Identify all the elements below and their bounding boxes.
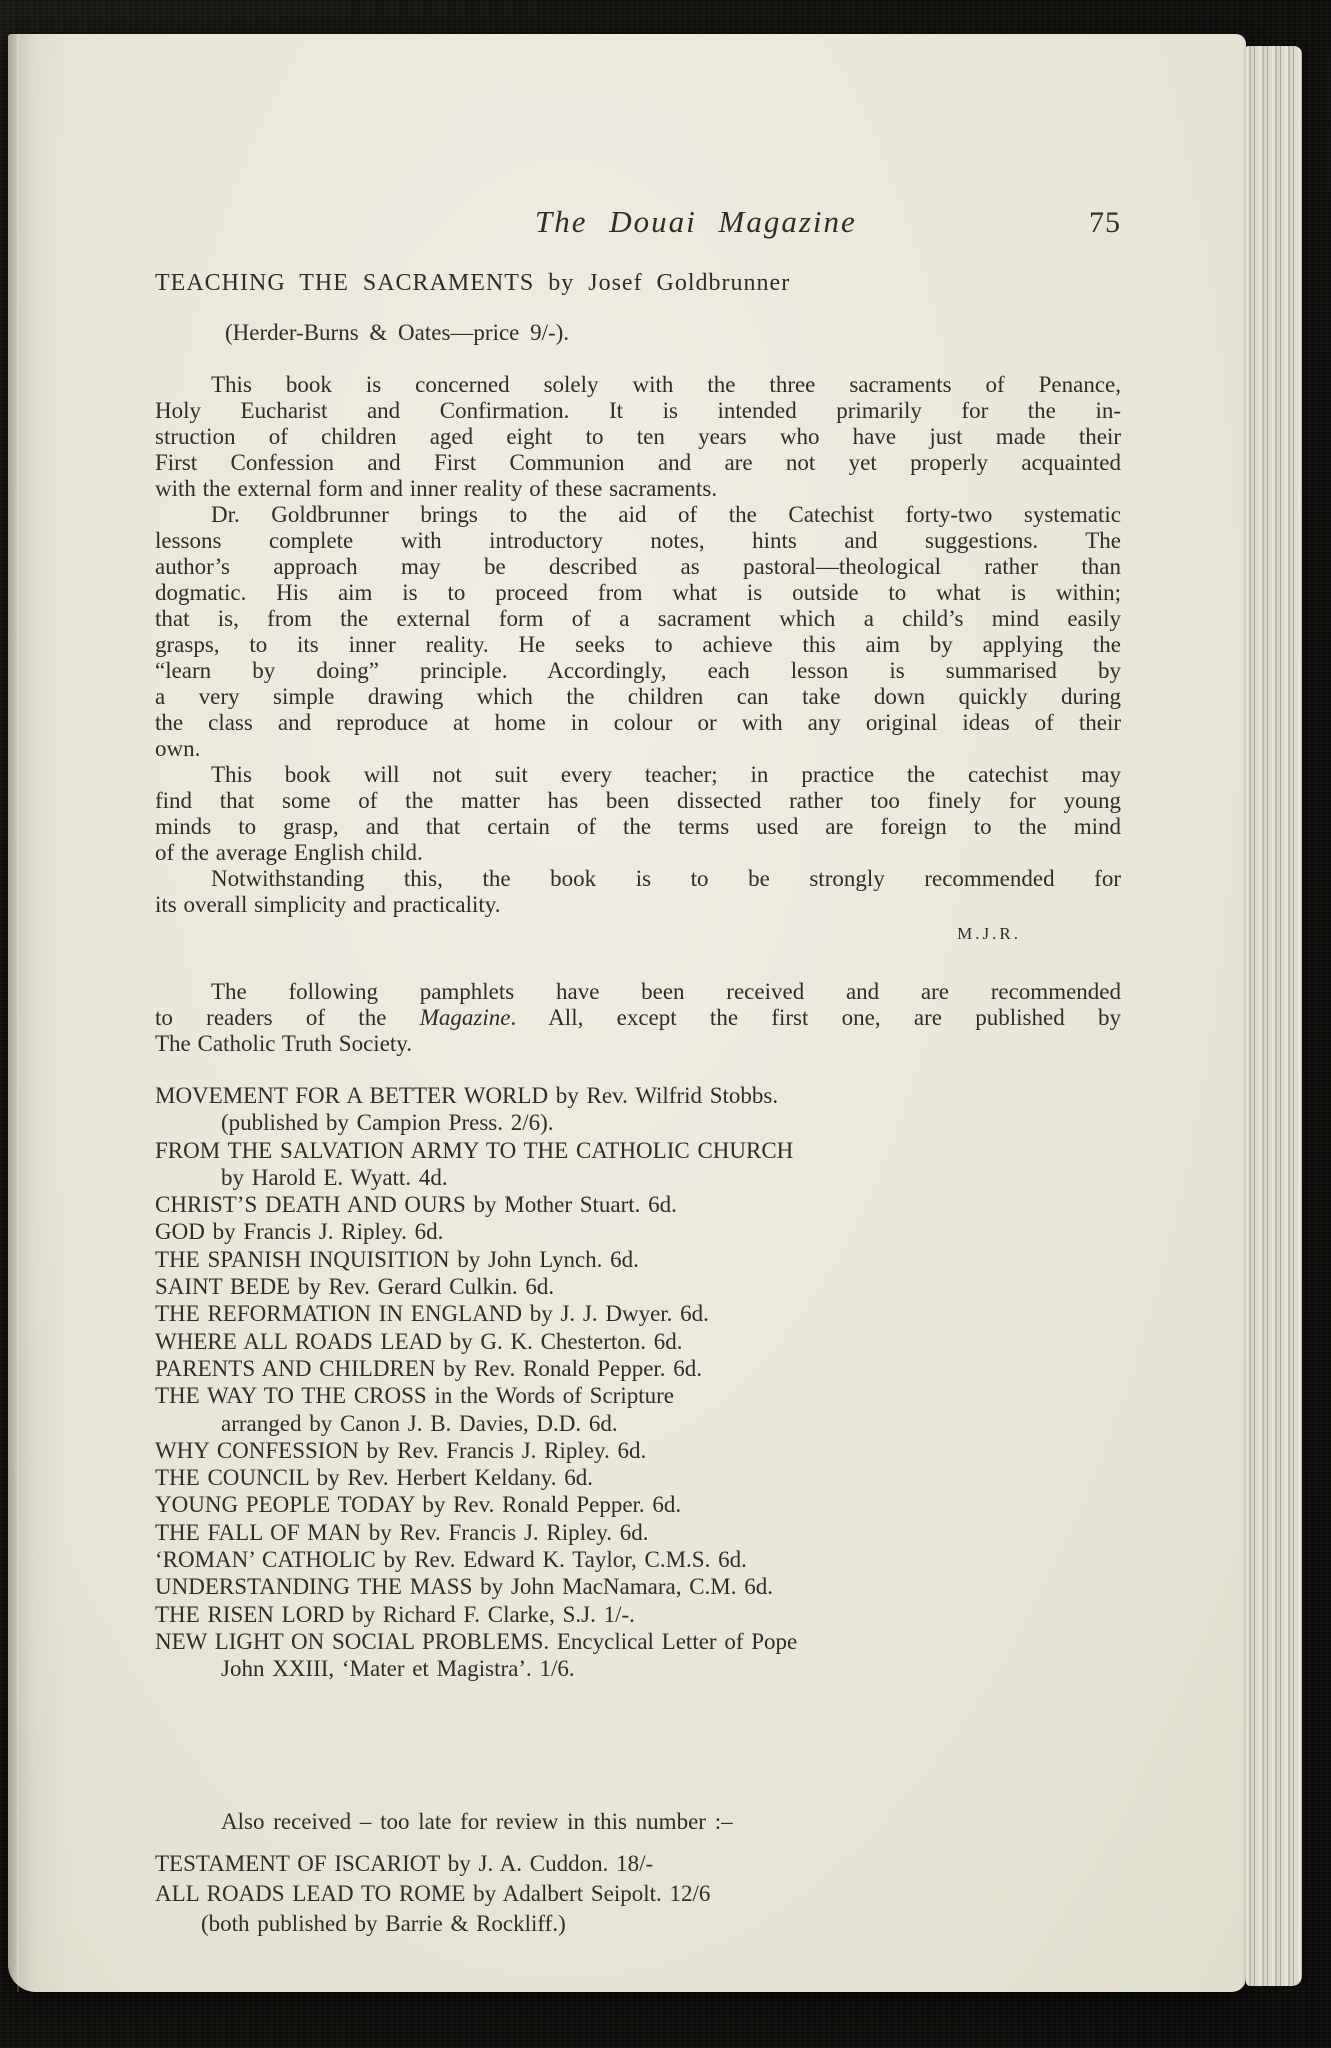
pamphlets-intro [155, 979, 1121, 1057]
review-line: the class and reproduce at home in colour or with any original ideas of their [155, 710, 1121, 735]
pamphlet-line: CHRIST’S DEATH AND OURS by Mother Stuart. 6d. [155, 1192, 677, 1218]
running-header [155, 204, 1121, 240]
page-number: 75 [1089, 206, 1121, 239]
late-review-line: ALL ROADS LEAD TO ROME by Adalbert Seipolt. 12/6 [155, 1880, 711, 1906]
review-paragraph-1 [155, 372, 1121, 502]
review-paragraph-2 [155, 502, 1121, 762]
review-line: Notwithstanding this, the book is to be strongly recommended for [211, 866, 1121, 891]
pamphlet-line: GOD by Francis J. Ripley. 6d. [155, 1219, 444, 1245]
pamphlet-line: MOVEMENT FOR A BETTER WORLD by Rev. Wilfrid Stobbs. [155, 1083, 779, 1108]
journal-title: The Douai Magazine [535, 204, 857, 239]
pamphlet-line: John XXIII, ‘Mater et Magistra’. 1/6. [221, 1656, 575, 1682]
review-line: First Confession and First Communion and are not yet properly acquainted [155, 450, 1121, 475]
review-line: find that some of the matter has been dissected rather too finely for young [155, 788, 1121, 813]
pamphlet-line: NEW LIGHT ON SOCIAL PROBLEMS. Encyclical Letter of Pope [155, 1628, 798, 1654]
review-line: author’s approach may be described as pastoral—theological rather than [155, 554, 1121, 579]
review-line: grasps, to its inner reality. He seeks to achieve this aim by applying the [155, 632, 1121, 657]
pamphlet-line: ‘ROMAN’ CATHOLIC by Rev. Edward K. Taylor, C.M.S. 6d. [155, 1547, 747, 1573]
page-fore-edge [1246, 46, 1302, 1986]
review-title: TEACHING THE SACRAMENTS by Josef Goldbrunner [155, 270, 791, 296]
review-paragraph-4 [155, 866, 1121, 918]
pamphlet-list [155, 1082, 1121, 1683]
review-line: Holy Eucharist and Confirmation. It is intended primarily for the in- [155, 398, 1121, 423]
review-paragraph-3 [155, 762, 1121, 866]
reviewer-initials: M.J.R. [957, 924, 1021, 943]
late-review-list [155, 1849, 1121, 1939]
review-line: own. [155, 736, 201, 761]
review-line: lessons complete with introductory notes, hints and suggestions. The [155, 528, 1121, 553]
pamphlet-line: THE RISEN LORD by Richard F. Clarke, S.J. 1/-. [155, 1601, 635, 1627]
book-page [8, 34, 1246, 1992]
publisher-line: (Herder-Burns & Oates—price 9/-). [225, 320, 570, 345]
review-line: struction of children aged eight to ten years who have just made their [155, 424, 1121, 449]
pamphlet-line: THE FALL OF MAN by Rev. Francis J. Ripley. 6d. [155, 1519, 649, 1545]
review-line: Dr. Goldbrunner brings to the aid of the Catechist forty-two systematic [211, 502, 1121, 527]
intro-line: The following pamphlets have been received and are recommended [211, 979, 1121, 1004]
pamphlet-line: by Harold E. Wyatt. 4d. [221, 1164, 448, 1190]
pamphlet-line: THE REFORMATION IN ENGLAND by J. J. Dwyer. 6d. [155, 1301, 709, 1327]
page-content [155, 34, 1121, 1939]
late-review-line: TESTAMENT OF ISCARIOT by J. A. Cuddon. 18/- [155, 1850, 654, 1876]
review-line: of the average English child. [155, 840, 423, 865]
pamphlet-line: PARENTS AND CHILDREN by Rev. Ronald Pepper. 6d. [155, 1355, 703, 1381]
pamphlet-line: SAINT BEDE by Rev. Gerard Culkin. 6d. [155, 1274, 555, 1300]
intro-line: The Catholic Truth Society. [155, 1031, 413, 1056]
pamphlet-line: UNDERSTANDING THE MASS by John MacNamara, C.M. 6d. [155, 1574, 774, 1600]
pamphlet-line: THE COUNCIL by Rev. Herbert Keldany. 6d. [155, 1465, 594, 1491]
review-line: a very simple drawing which the children can take down quickly during [155, 684, 1121, 709]
review-line: “learn by doing” principle. Accordingly, each lesson is summarised by [155, 658, 1121, 683]
pamphlet-line: (published by Campion Press. 2/6). [221, 1110, 554, 1136]
review-line: This book will not suit every teacher; in practice the catechist may [211, 762, 1121, 787]
pamphlet-line: THE SPANISH INQUISITION by John Lynch. 6d. [155, 1246, 639, 1272]
pamphlet-line: arranged by Canon J. B. Davies, D.D. 6d. [221, 1410, 618, 1436]
review-line: dogmatic. His aim is to proceed from what is outside to what is within; [155, 580, 1121, 605]
review-line: with the external form and inner reality of these sacraments. [155, 476, 718, 501]
pamphlet-line: WHY CONFESSION by Rev. Francis J. Ripley. 6d. [155, 1437, 647, 1463]
review-line: This book is concerned solely with the three sacraments of Penance, [211, 372, 1121, 397]
intro-line [155, 1005, 1121, 1031]
pamphlet-line: YOUNG PEOPLE TODAY by Rev. Ronald Pepper. 6d. [155, 1492, 682, 1518]
intro-line-prefix: to readers of the [155, 1005, 420, 1030]
pamphlet-line: FROM THE SALVATION ARMY TO THE CATHOLIC CHURCH [155, 1137, 794, 1163]
review-line: minds to grasp, and that certain of the terms used are foreign to the mind [155, 814, 1121, 839]
late-review-line: (both published by Barrie & Rockliff.) [201, 1910, 566, 1936]
also-received-note: Also received – too late for review in this number :– [221, 1808, 733, 1834]
magazine-italic: Magazine [419, 1005, 511, 1030]
pamphlet-line: WHERE ALL ROADS LEAD by G. K. Chesterton. 6d. [155, 1328, 683, 1354]
review-line: that is, from the external form of a sacrament which a child’s mind easily [155, 606, 1121, 631]
intro-line-suffix: . All, except the first one, are published by [510, 1005, 1121, 1030]
pamphlet-line: THE WAY TO THE CROSS in the Words of Scripture [155, 1383, 674, 1409]
review-line: its overall simplicity and practicality. [155, 892, 501, 917]
